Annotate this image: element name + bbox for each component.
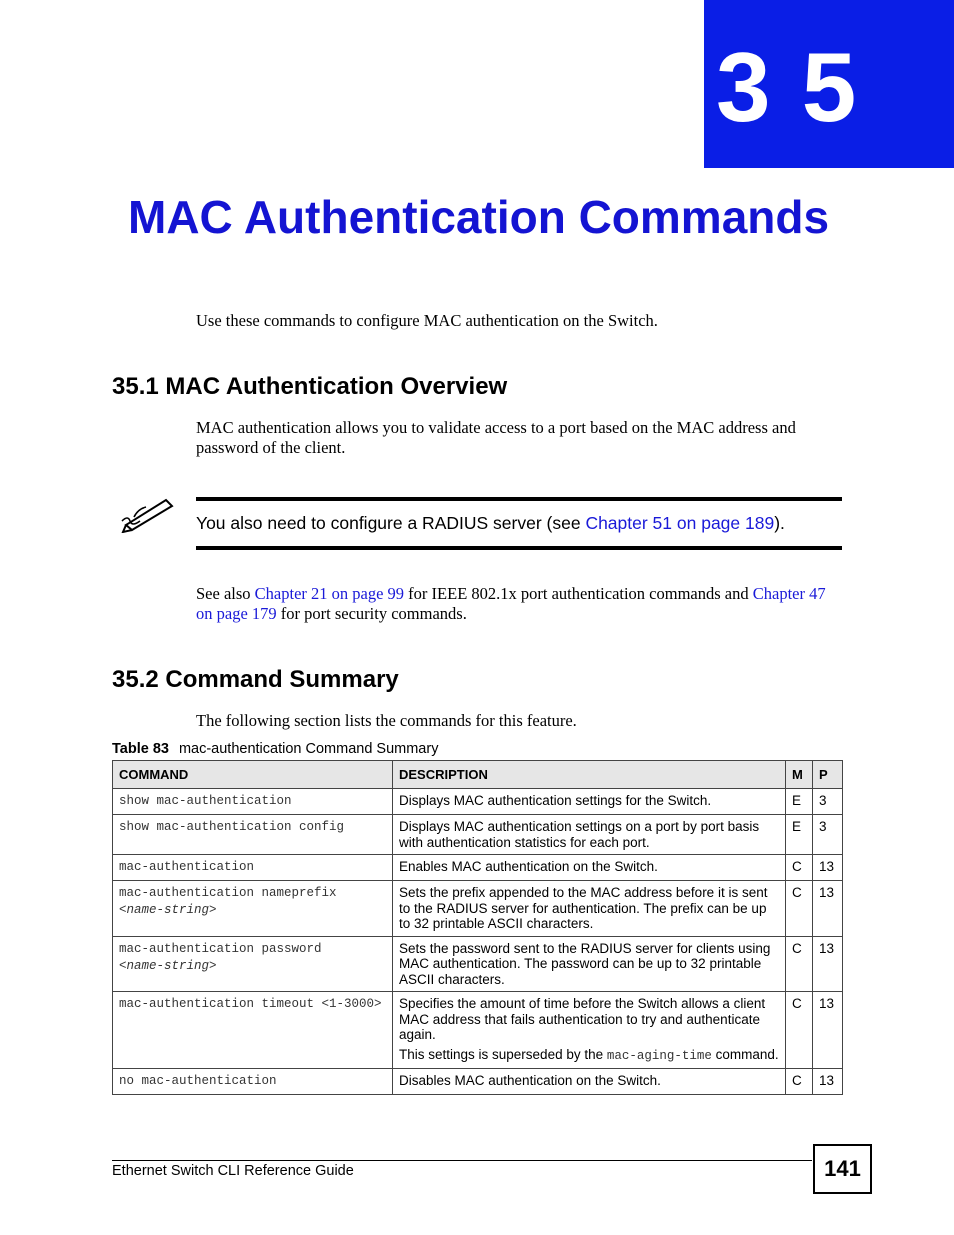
- privilege-cell: 13: [813, 1069, 843, 1095]
- chapter-number-box: [704, 0, 954, 168]
- mode-cell: C: [786, 855, 813, 881]
- table-header-row: [113, 761, 843, 789]
- mode-cell: E: [786, 789, 813, 815]
- description-cell: Sets the prefix appended to the MAC address before it is sent to the RADIUS server for authentication. The prefix can be up to 32 printable ASCII characters.: [393, 881, 786, 937]
- note-text-before: You also need to configure a RADIUS server (see: [196, 513, 586, 533]
- command-cell: mac-authentication timeout <1-3000>: [113, 992, 393, 1069]
- table-caption-text: mac-authentication Command Summary: [178, 741, 439, 757]
- description-note-code: mac-aging-time: [606, 1048, 712, 1063]
- privilege-cell: 13: [813, 936, 843, 992]
- command-cell: show mac-authentication: [113, 789, 393, 815]
- mode-cell: C: [786, 881, 813, 937]
- see-also-text-1: See also: [196, 584, 255, 603]
- mode-cell: C: [786, 936, 813, 992]
- command-summary-paragraph: The following section lists the commands for this feature.: [196, 711, 577, 730]
- table-row: [113, 881, 843, 937]
- note-chapter-link[interactable]: Chapter 51 on page 189: [585, 513, 775, 533]
- section-heading-command-summary: 35.2 Command Summary: [112, 666, 399, 693]
- chapter-intro: Use these commands to configure MAC authentication on the Switch.: [196, 311, 658, 330]
- table-row: [113, 815, 843, 855]
- command-argument: <name-string>: [119, 903, 217, 917]
- see-also-text-3: for port security commands.: [276, 604, 467, 623]
- description-note: [399, 1047, 779, 1065]
- command-cell: mac-authentication: [113, 855, 393, 881]
- header-command: COMMAND: [113, 761, 393, 789]
- note-box: [196, 497, 842, 550]
- command-cell: [113, 936, 393, 992]
- privilege-cell: 13: [813, 855, 843, 881]
- description-note-after: command.: [711, 1046, 779, 1062]
- see-also-link-chapter-21[interactable]: Chapter 21 on page 99: [254, 584, 405, 603]
- privilege-cell: 13: [813, 992, 843, 1069]
- see-also-link-chapter-47[interactable]: Chapter 47 on page 179: [196, 584, 826, 623]
- privilege-cell: 3: [813, 815, 843, 855]
- table-caption-label: Table 83: [112, 741, 169, 757]
- table-row: [113, 1069, 843, 1095]
- chapter-number: 3 5: [716, 32, 859, 142]
- table-row: [113, 855, 843, 881]
- command-summary-table: [112, 760, 843, 1095]
- description-text: Specifies the amount of time before the Switch allows a client MAC address that fails authentication to try and authenticate again.: [399, 996, 766, 1042]
- note-text-after: ).: [774, 513, 785, 533]
- description-cell: [393, 992, 786, 1069]
- page-number: 141: [813, 1144, 872, 1194]
- pencil-note-icon: [120, 497, 176, 533]
- section-heading-overview: 35.1 MAC Authentication Overview: [112, 373, 508, 400]
- description-cell: Sets the password sent to the RADIUS server for clients using MAC authentication. The password can be up to 32 printable ASCII characters.: [393, 936, 786, 992]
- description-cell: Displays MAC authentication settings on a port by port basis with authentication statistics for each port.: [393, 815, 786, 855]
- command-argument: <name-string>: [119, 958, 217, 973]
- command-text: mac-authentication nameprefix: [119, 886, 337, 900]
- privilege-cell: 13: [813, 881, 843, 937]
- table-row: [113, 936, 843, 992]
- header-m: M: [786, 761, 813, 789]
- table-caption: [112, 739, 438, 759]
- table-row: [113, 789, 843, 815]
- note-text: [196, 511, 785, 535]
- mode-cell: E: [786, 815, 813, 855]
- chapter-title: MAC Authentication Commands: [128, 191, 830, 243]
- mode-cell: C: [786, 992, 813, 1069]
- command-cell: no mac-authentication: [113, 1069, 393, 1095]
- footer-guide-title: Ethernet Switch CLI Reference Guide: [112, 1163, 354, 1179]
- command-text: mac-authentication password: [119, 941, 322, 956]
- see-also-paragraph: [196, 584, 844, 624]
- header-description: DESCRIPTION: [393, 761, 786, 789]
- description-cell: Displays MAC authentication settings for the Switch.: [393, 789, 786, 815]
- description-cell: Disables MAC authentication on the Switch.: [393, 1069, 786, 1095]
- command-cell: [113, 881, 393, 937]
- see-also-text-2: for IEEE 802.1x port authentication commands and: [404, 584, 753, 603]
- table-row: [113, 992, 843, 1069]
- description-note-before: This settings is superseded by the: [399, 1046, 607, 1062]
- overview-paragraph: MAC authentication allows you to validate access to a port based on the MAC address and password of the client.: [196, 418, 796, 457]
- command-cell: show mac-authentication config: [113, 815, 393, 855]
- description-cell: Enables MAC authentication on the Switch.: [393, 855, 786, 881]
- header-p: P: [813, 761, 843, 789]
- mode-cell: C: [786, 1069, 813, 1095]
- privilege-cell: 3: [813, 789, 843, 815]
